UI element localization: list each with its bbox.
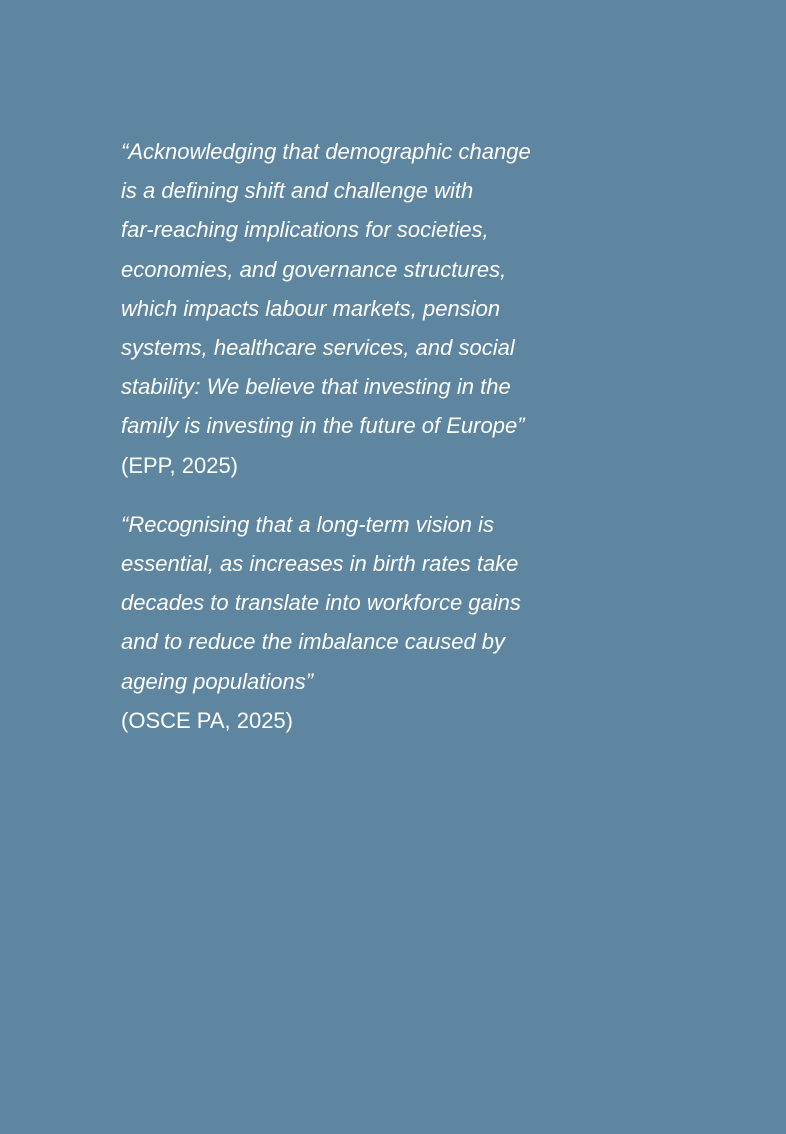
quote-text (121, 505, 641, 701)
quote-line: systems, healthcare services, and social (121, 335, 515, 361)
quote-line: decades to translate into workforce gains (121, 590, 521, 616)
quote-line: “Acknowledging that demographic change (121, 139, 531, 164)
quote-line: stability: We believe that investing in the (121, 374, 511, 400)
quote-source: (OSCE PA, 2025) (121, 707, 293, 733)
quote-line: ageing populations” (121, 668, 314, 694)
quote-text (121, 132, 641, 446)
quote-line: which impacts labour markets, pension (121, 295, 501, 321)
quote-line: economies, and governance structures, (121, 256, 507, 282)
quote-line: and to reduce the imbalance caused by (121, 629, 506, 655)
quote-line: is a defining shift and challenge with (121, 178, 474, 204)
quote-line: essential, as increases in birth rates take (121, 551, 519, 577)
quote-osce-pa (121, 505, 641, 740)
quote-line: family is investing in the future of Europe” (121, 413, 525, 439)
quote-source: (EPP, 2025) (121, 452, 239, 478)
quotes-column (121, 132, 641, 740)
quote-epp (121, 132, 641, 485)
quote-line: far-reaching implications for societies, (121, 217, 489, 243)
quote-line: “Recognising that a long-term vision is (121, 511, 494, 537)
